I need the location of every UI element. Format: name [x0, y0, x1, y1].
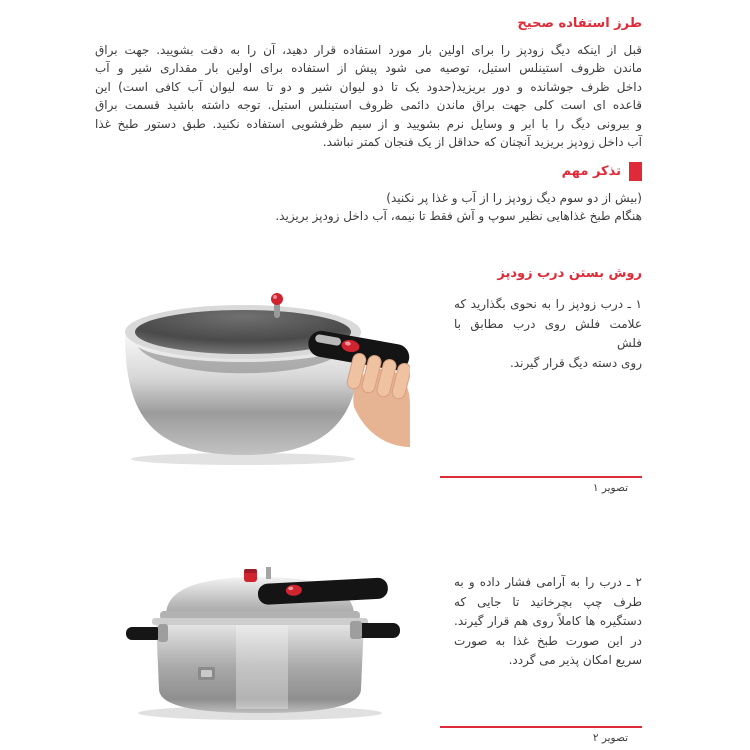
figure-1 [118, 287, 410, 468]
usage-line: قبل از اینکه دیگ زودپز را برای اولین بار مورد استفاده قرار دهید، آن را به دقت بشویید. جهت براق [95, 43, 642, 57]
step-2-text [454, 573, 642, 671]
caption-rule-2 [440, 726, 642, 728]
usage-line: و بیرونی دیگ را با ابر و وسایل نرم بشویید و از سیم ظرفشویی استفاده نکنید. طبق دستور طبخ غذا [95, 116, 642, 131]
step-1-line: ۱ ـ درب زودپز را به نحوی بگذارید که [454, 297, 642, 311]
pressure-cooker-closed-photo [118, 561, 410, 724]
note-line: (بیش از دو سوم دیگ زودپز را از آب و غذا پر نکنید) [386, 191, 642, 205]
brand-badge [198, 667, 215, 680]
step-2-line: در این صورت طبخ غذا به صورت [454, 633, 642, 648]
section-title-closing-lid: روش بستن درب زودپز [497, 266, 642, 281]
red-square-bullet-icon [629, 162, 642, 181]
note-line: هنگام طبخ غذاهایی نظیر سوپ و آش فقط تا نیمه، آب داخل زودپز بریزید. [275, 209, 642, 224]
usage-line: قاعده ای است کلی جهت براق ماندن دائمی ظروف استینلس استیل. توجه داشته باشید قسمت براق [95, 98, 642, 113]
step-2-line: دستگیره ها کاملاً روی هم قرار گیرند. [454, 614, 642, 628]
figure-2-caption: تصویر ۲ [592, 732, 628, 744]
step-1-line: روی دسته دیگ قرار گیرند. [509, 355, 642, 370]
usage-line: ماندن ظروف استینلس استیل، توصیه می شود پیش از استفاده برای اولین بار مقداری شیر و آب [95, 61, 642, 76]
hand-illustration [346, 352, 410, 447]
step-1-line: علامت فلش روی درب مطابق با فلش [454, 316, 642, 350]
step-2-line: سریع امکان پذیر می گردد. [508, 653, 642, 667]
section-title-important-note: تذکر مهم [561, 164, 621, 179]
step-2-line: طرف چپ بچرخانید تا جایی که [454, 594, 642, 609]
usage-line: داخل ظرف جوشانده و دور بریزید(حدود یک تا دو لیوان شیر و دو تا سه لیوان آب کافی است) این [95, 79, 642, 94]
figure-2 [118, 561, 410, 724]
section-title-correct-usage: طرز استفاده صحیح [517, 16, 642, 31]
step-2-line: ۲ ـ درب را به آرامی فشار داده و به [454, 575, 642, 589]
caption-rule-1 [440, 476, 642, 478]
pressure-cooker-lid-placement-photo [118, 287, 410, 468]
usage-line: آب داخل زودپز بریزید آنچنان که حداقل از یک فنجان کمتر نباشد. [322, 135, 642, 150]
figure-1-caption: تصویر ۱ [592, 482, 628, 494]
important-note-paragraph [95, 189, 642, 226]
usage-paragraph [95, 41, 642, 151]
important-note-heading-row [95, 162, 642, 181]
step-1-text [454, 295, 642, 373]
